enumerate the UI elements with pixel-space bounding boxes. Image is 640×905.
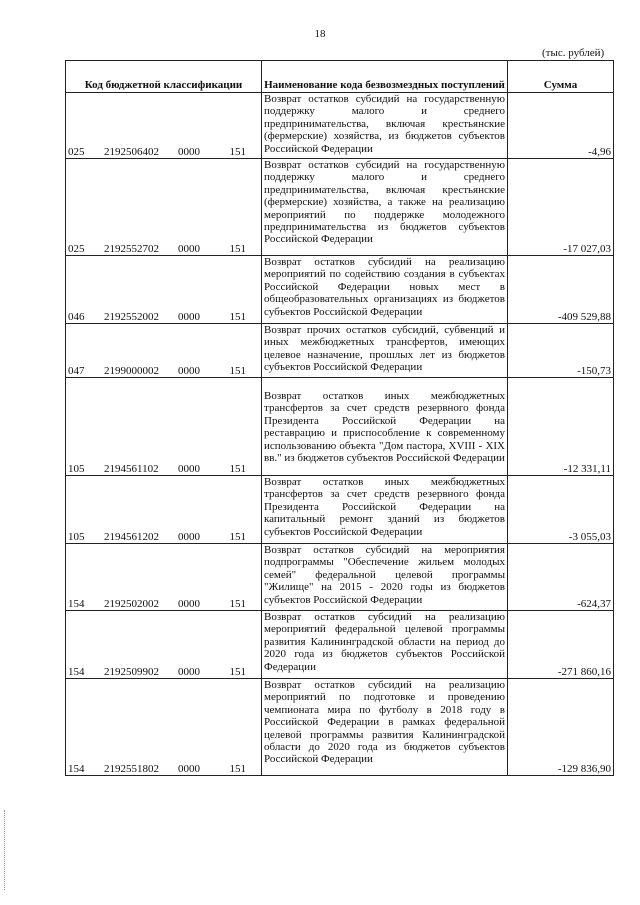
income-sum: -129 836,90 — [508, 679, 614, 776]
table-row — [66, 544, 614, 611]
classification-code: 2199000002 — [104, 364, 159, 377]
income-sum: -3 055,03 — [508, 476, 614, 544]
code-cell — [66, 93, 262, 159]
classification-code: 2192509902 — [104, 665, 159, 678]
classification-code: 2192552702 — [104, 242, 159, 255]
admin-code: 046 — [68, 310, 85, 323]
admin-code: 047 — [68, 364, 85, 377]
code-cell — [66, 611, 262, 679]
admin-code: 025 — [68, 242, 85, 255]
classification-code: 2192552002 — [104, 310, 159, 323]
program-code: 0000 — [178, 665, 200, 678]
income-sum: -409 529,88 — [508, 256, 614, 324]
code-cell — [66, 544, 262, 611]
economic-code: 151 — [229, 145, 246, 158]
table-row — [66, 611, 614, 679]
program-code: 0000 — [178, 762, 200, 775]
header-code: Код бюджетной классификации — [66, 61, 262, 93]
program-code: 0000 — [178, 145, 200, 158]
units-label: (тыс. рублей) — [542, 47, 605, 59]
admin-code: 105 — [68, 530, 85, 543]
table-row — [66, 256, 614, 324]
code-cell — [66, 159, 262, 256]
classification-code: 2192551802 — [104, 762, 159, 775]
income-sum: -150,73 — [508, 324, 614, 378]
economic-code: 151 — [229, 762, 246, 775]
economic-code: 151 — [229, 530, 246, 543]
classification-code: 2194561102 — [104, 462, 159, 475]
income-sum: -4,96 — [508, 93, 614, 159]
code-cell — [66, 679, 262, 776]
income-name: Возврат остатков субсидий на государственную поддержку малого и среднего предпринимательства, включая крестьянские (фермерские) хозяйства, из бюджетов субъектов Российской Федерации — [262, 93, 508, 159]
header-name: Наименование кода безвозмездных поступлений — [262, 61, 508, 93]
table-header-row — [66, 61, 614, 93]
budget-table — [65, 60, 614, 776]
income-sum: -624,37 — [508, 544, 614, 611]
program-code: 0000 — [178, 242, 200, 255]
table-row — [66, 324, 614, 378]
economic-code: 151 — [229, 310, 246, 323]
admin-code: 154 — [68, 762, 85, 775]
economic-code: 151 — [229, 665, 246, 678]
page-number: 18 — [314, 28, 326, 40]
admin-code: 025 — [68, 145, 85, 158]
table-row — [66, 378, 614, 476]
income-name: Возврат остатков субсидий на реализацию мероприятий федеральной целевой программы развития Калининградской области на период до 2020 года из бюджетов субъектов Российской Федерации — [262, 611, 508, 679]
income-name: Возврат остатков субсидий на реализацию мероприятий по подготовке и проведению чемпионата мира по футболу в 2018 году в Российской Федерации в рамках федеральной целевой программы развития Калининградской области до 2020 года из бюджетов субъектов Российской Федерации — [262, 679, 508, 776]
classification-code: 2194561202 — [104, 530, 159, 543]
table-row — [66, 159, 614, 256]
income-sum: -17 027,03 — [508, 159, 614, 256]
economic-code: 151 — [229, 242, 246, 255]
income-name: Возврат прочих остатков субсидий, субвенций и иных межбюджетных трансфертов, имеющих целевое назначение, прошлых лет из бюджетов субъектов Российской Федерации — [262, 324, 508, 378]
program-code: 0000 — [178, 364, 200, 377]
program-code: 0000 — [178, 310, 200, 323]
economic-code: 151 — [229, 462, 246, 475]
table-row — [66, 93, 614, 159]
classification-code: 2192502002 — [104, 597, 159, 610]
income-name: Возврат остатков субсидий на государственную поддержку малого и среднего предпринимательства, включая крестьянские (фермерские) хозяйства, а также на реализацию мероприятий по поддержке молодежного предпринимательства из бюджетов субъектов Российской Федерации — [262, 159, 508, 256]
table-row — [66, 679, 614, 776]
admin-code: 154 — [68, 597, 85, 610]
income-sum: -271 860,16 — [508, 611, 614, 679]
program-code: 0000 — [178, 597, 200, 610]
code-cell — [66, 324, 262, 378]
income-name: Возврат остатков иных межбюджетных трансфертов за счет средств резервного фонда Президента Российской Федерации на капитальный ремонт зданий из бюджетов субъектов Российской Федерации — [262, 476, 508, 544]
scan-margin-mark — [4, 810, 6, 890]
program-code: 0000 — [178, 530, 200, 543]
admin-code: 105 — [68, 462, 85, 475]
program-code: 0000 — [178, 462, 200, 475]
code-cell — [66, 378, 262, 476]
table-row — [66, 476, 614, 544]
income-name: Возврат остатков иных межбюджетных трансфертов за счет средств резервного фонда Президента Российской Федерации на реставрацию и приспособление к современному использованию объекта "Дом пастора, XVIII - XIX вв." из бюджетов субъектов Российской Федерации — [262, 378, 508, 476]
code-cell — [66, 476, 262, 544]
economic-code: 151 — [229, 364, 246, 377]
income-name: Возврат остатков субсидий на мероприятия подпрограммы "Обеспечение жильем молодых семей" федеральной целевой программы "Жилище" на 2015 - 2020 годы из бюджетов субъектов Российской Федерации — [262, 544, 508, 611]
income-sum: -12 331,11 — [508, 378, 614, 476]
header-sum: Сумма — [508, 61, 614, 93]
economic-code: 151 — [229, 597, 246, 610]
admin-code: 154 — [68, 665, 85, 678]
income-name: Возврат остатков субсидий на реализацию мероприятий по содействию создания в субъектах Российской Федерации новых мест в общеобразовательных организациях из бюджетов субъектов Российской Федерации — [262, 256, 508, 324]
classification-code: 2192506402 — [104, 145, 159, 158]
code-cell — [66, 256, 262, 324]
